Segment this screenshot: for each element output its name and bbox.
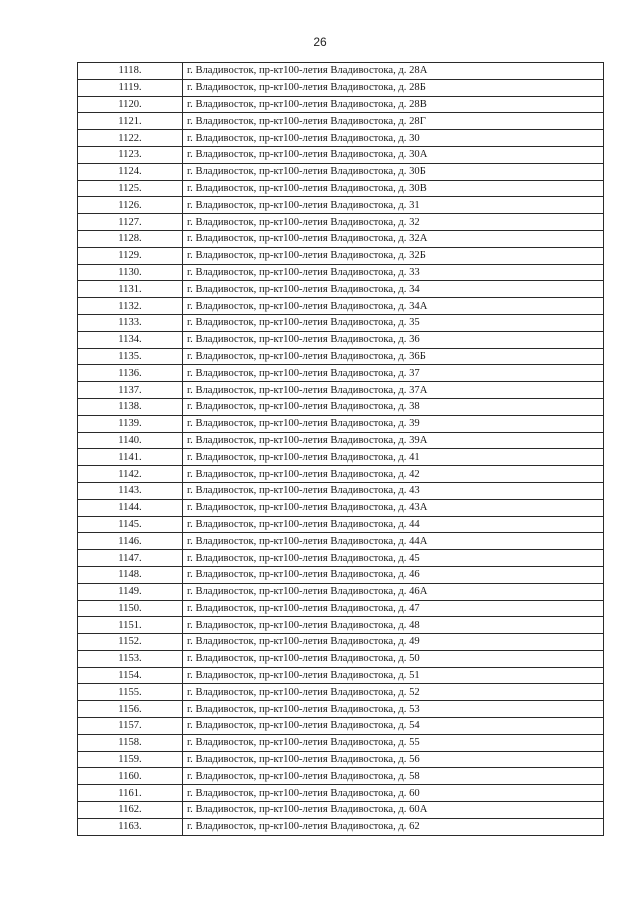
row-number: 1144. xyxy=(78,499,183,516)
table-row xyxy=(78,197,604,214)
row-number: 1158. xyxy=(78,734,183,751)
table-row xyxy=(78,718,604,735)
row-number: 1159. xyxy=(78,751,183,768)
row-number: 1142. xyxy=(78,466,183,483)
table-row xyxy=(78,701,604,718)
table-row xyxy=(78,768,604,785)
row-address: г. Владивосток, пр-кт100-летия Владивостока, д. 33 xyxy=(183,264,604,281)
row-address: г. Владивосток, пр-кт100-летия Владивостока, д. 31 xyxy=(183,197,604,214)
table-row xyxy=(78,63,604,80)
table-row xyxy=(78,566,604,583)
row-number: 1123. xyxy=(78,146,183,163)
row-address: г. Владивосток, пр-кт100-летия Владивостока, д. 32А xyxy=(183,230,604,247)
table-row xyxy=(78,818,604,835)
row-number: 1154. xyxy=(78,667,183,684)
row-address: г. Владивосток, пр-кт100-летия Владивостока, д. 44А xyxy=(183,533,604,550)
row-address: г. Владивосток, пр-кт100-летия Владивостока, д. 28Б xyxy=(183,79,604,96)
table-row xyxy=(78,734,604,751)
row-number: 1149. xyxy=(78,583,183,600)
row-address: г. Владивосток, пр-кт100-летия Владивостока, д. 51 xyxy=(183,667,604,684)
row-number: 1150. xyxy=(78,600,183,617)
table-row xyxy=(78,180,604,197)
row-address: г. Владивосток, пр-кт100-летия Владивостока, д. 58 xyxy=(183,768,604,785)
row-number: 1135. xyxy=(78,348,183,365)
row-address: г. Владивосток, пр-кт100-летия Владивостока, д. 54 xyxy=(183,718,604,735)
row-address: г. Владивосток, пр-кт100-летия Владивостока, д. 30Б xyxy=(183,163,604,180)
row-number: 1138. xyxy=(78,398,183,415)
row-address: г. Владивосток, пр-кт100-летия Владивостока, д. 38 xyxy=(183,398,604,415)
row-number: 1136. xyxy=(78,365,183,382)
table-row xyxy=(78,499,604,516)
row-number: 1161. xyxy=(78,785,183,802)
row-address: г. Владивосток, пр-кт100-летия Владивостока, д. 39 xyxy=(183,415,604,432)
row-address: г. Владивосток, пр-кт100-летия Владивостока, д. 60А xyxy=(183,802,604,819)
row-number: 1137. xyxy=(78,382,183,399)
row-number: 1128. xyxy=(78,230,183,247)
row-address: г. Владивосток, пр-кт100-летия Владивостока, д. 34 xyxy=(183,281,604,298)
table-row xyxy=(78,634,604,651)
row-address: г. Владивосток, пр-кт100-летия Владивостока, д. 53 xyxy=(183,701,604,718)
row-number: 1131. xyxy=(78,281,183,298)
row-number: 1148. xyxy=(78,566,183,583)
row-number: 1145. xyxy=(78,516,183,533)
row-address: г. Владивосток, пр-кт100-летия Владивостока, д. 41 xyxy=(183,449,604,466)
table-row xyxy=(78,802,604,819)
row-number: 1129. xyxy=(78,247,183,264)
table-row xyxy=(78,130,604,147)
table-row xyxy=(78,667,604,684)
table-row xyxy=(78,516,604,533)
table-row xyxy=(78,482,604,499)
row-number: 1153. xyxy=(78,650,183,667)
row-address: г. Владивосток, пр-кт100-летия Владивостока, д. 28А xyxy=(183,63,604,80)
row-address: г. Владивосток, пр-кт100-летия Владивостока, д. 62 xyxy=(183,818,604,835)
row-address: г. Владивосток, пр-кт100-летия Владивостока, д. 48 xyxy=(183,617,604,634)
table-row xyxy=(78,230,604,247)
row-address: г. Владивосток, пр-кт100-летия Владивостока, д. 30А xyxy=(183,146,604,163)
row-address: г. Владивосток, пр-кт100-летия Владивостока, д. 36 xyxy=(183,331,604,348)
row-address: г. Владивосток, пр-кт100-летия Владивостока, д. 42 xyxy=(183,466,604,483)
row-number: 1162. xyxy=(78,802,183,819)
row-address: г. Владивосток, пр-кт100-летия Владивостока, д. 32 xyxy=(183,214,604,231)
row-address: г. Владивосток, пр-кт100-летия Владивостока, д. 28В xyxy=(183,96,604,113)
row-number: 1133. xyxy=(78,314,183,331)
address-table xyxy=(77,62,604,836)
row-number: 1160. xyxy=(78,768,183,785)
table-row xyxy=(78,398,604,415)
row-address: г. Владивосток, пр-кт100-летия Владивостока, д. 30 xyxy=(183,130,604,147)
row-address: г. Владивосток, пр-кт100-летия Владивостока, д. 56 xyxy=(183,751,604,768)
row-address: г. Владивосток, пр-кт100-летия Владивостока, д. 37 xyxy=(183,365,604,382)
table-row xyxy=(78,449,604,466)
table-row xyxy=(78,550,604,567)
table-row xyxy=(78,264,604,281)
row-number: 1119. xyxy=(78,79,183,96)
table-row xyxy=(78,533,604,550)
row-address: г. Владивосток, пр-кт100-летия Владивостока, д. 50 xyxy=(183,650,604,667)
row-number: 1120. xyxy=(78,96,183,113)
table-row xyxy=(78,79,604,96)
row-address: г. Владивосток, пр-кт100-летия Владивостока, д. 34А xyxy=(183,298,604,315)
row-address: г. Владивосток, пр-кт100-летия Владивостока, д. 37А xyxy=(183,382,604,399)
row-address: г. Владивосток, пр-кт100-летия Владивостока, д. 32Б xyxy=(183,247,604,264)
table-row xyxy=(78,281,604,298)
address-table-body xyxy=(78,63,604,836)
row-address: г. Владивосток, пр-кт100-летия Владивостока, д. 52 xyxy=(183,684,604,701)
table-row xyxy=(78,751,604,768)
row-address: г. Владивосток, пр-кт100-летия Владивостока, д. 43А xyxy=(183,499,604,516)
row-address: г. Владивосток, пр-кт100-летия Владивостока, д. 47 xyxy=(183,600,604,617)
row-number: 1151. xyxy=(78,617,183,634)
row-address: г. Владивосток, пр-кт100-летия Владивостока, д. 45 xyxy=(183,550,604,567)
table-row xyxy=(78,146,604,163)
row-number: 1141. xyxy=(78,449,183,466)
table-row xyxy=(78,298,604,315)
table-row xyxy=(78,466,604,483)
table-row xyxy=(78,600,604,617)
table-row xyxy=(78,214,604,231)
row-number: 1152. xyxy=(78,634,183,651)
row-number: 1122. xyxy=(78,130,183,147)
table-row xyxy=(78,415,604,432)
row-number: 1125. xyxy=(78,180,183,197)
table-row xyxy=(78,382,604,399)
row-number: 1155. xyxy=(78,684,183,701)
row-number: 1147. xyxy=(78,550,183,567)
row-address: г. Владивосток, пр-кт100-летия Владивостока, д. 55 xyxy=(183,734,604,751)
table-row xyxy=(78,113,604,130)
table-row xyxy=(78,314,604,331)
row-number: 1121. xyxy=(78,113,183,130)
row-number: 1132. xyxy=(78,298,183,315)
row-number: 1146. xyxy=(78,533,183,550)
row-number: 1143. xyxy=(78,482,183,499)
row-address: г. Владивосток, пр-кт100-летия Владивостока, д. 36Б xyxy=(183,348,604,365)
row-address: г. Владивосток, пр-кт100-летия Владивостока, д. 44 xyxy=(183,516,604,533)
table-row xyxy=(78,96,604,113)
table-row xyxy=(78,331,604,348)
row-number: 1134. xyxy=(78,331,183,348)
row-number: 1127. xyxy=(78,214,183,231)
row-address: г. Владивосток, пр-кт100-летия Владивостока, д. 46 xyxy=(183,566,604,583)
table-row xyxy=(78,583,604,600)
row-address: г. Владивосток, пр-кт100-летия Владивостока, д. 30В xyxy=(183,180,604,197)
row-number: 1140. xyxy=(78,432,183,449)
row-number: 1124. xyxy=(78,163,183,180)
row-address: г. Владивосток, пр-кт100-летия Владивостока, д. 46А xyxy=(183,583,604,600)
row-address: г. Владивосток, пр-кт100-летия Владивостока, д. 49 xyxy=(183,634,604,651)
row-number: 1156. xyxy=(78,701,183,718)
table-row xyxy=(78,617,604,634)
row-number: 1163. xyxy=(78,818,183,835)
table-row xyxy=(78,785,604,802)
row-address: г. Владивосток, пр-кт100-летия Владивостока, д. 60 xyxy=(183,785,604,802)
page-number: 26 xyxy=(313,35,327,49)
row-number: 1126. xyxy=(78,197,183,214)
row-address: г. Владивосток, пр-кт100-летия Владивостока, д. 43 xyxy=(183,482,604,499)
table-row xyxy=(78,163,604,180)
table-row xyxy=(78,684,604,701)
table-row xyxy=(78,650,604,667)
row-number: 1130. xyxy=(78,264,183,281)
row-address: г. Владивосток, пр-кт100-летия Владивостока, д. 28Г xyxy=(183,113,604,130)
row-address: г. Владивосток, пр-кт100-летия Владивостока, д. 35 xyxy=(183,314,604,331)
row-address: г. Владивосток, пр-кт100-летия Владивостока, д. 39А xyxy=(183,432,604,449)
table-row xyxy=(78,432,604,449)
table-row xyxy=(78,348,604,365)
row-number: 1139. xyxy=(78,415,183,432)
table-row xyxy=(78,365,604,382)
row-number: 1157. xyxy=(78,718,183,735)
row-number: 1118. xyxy=(78,63,183,80)
table-row xyxy=(78,247,604,264)
